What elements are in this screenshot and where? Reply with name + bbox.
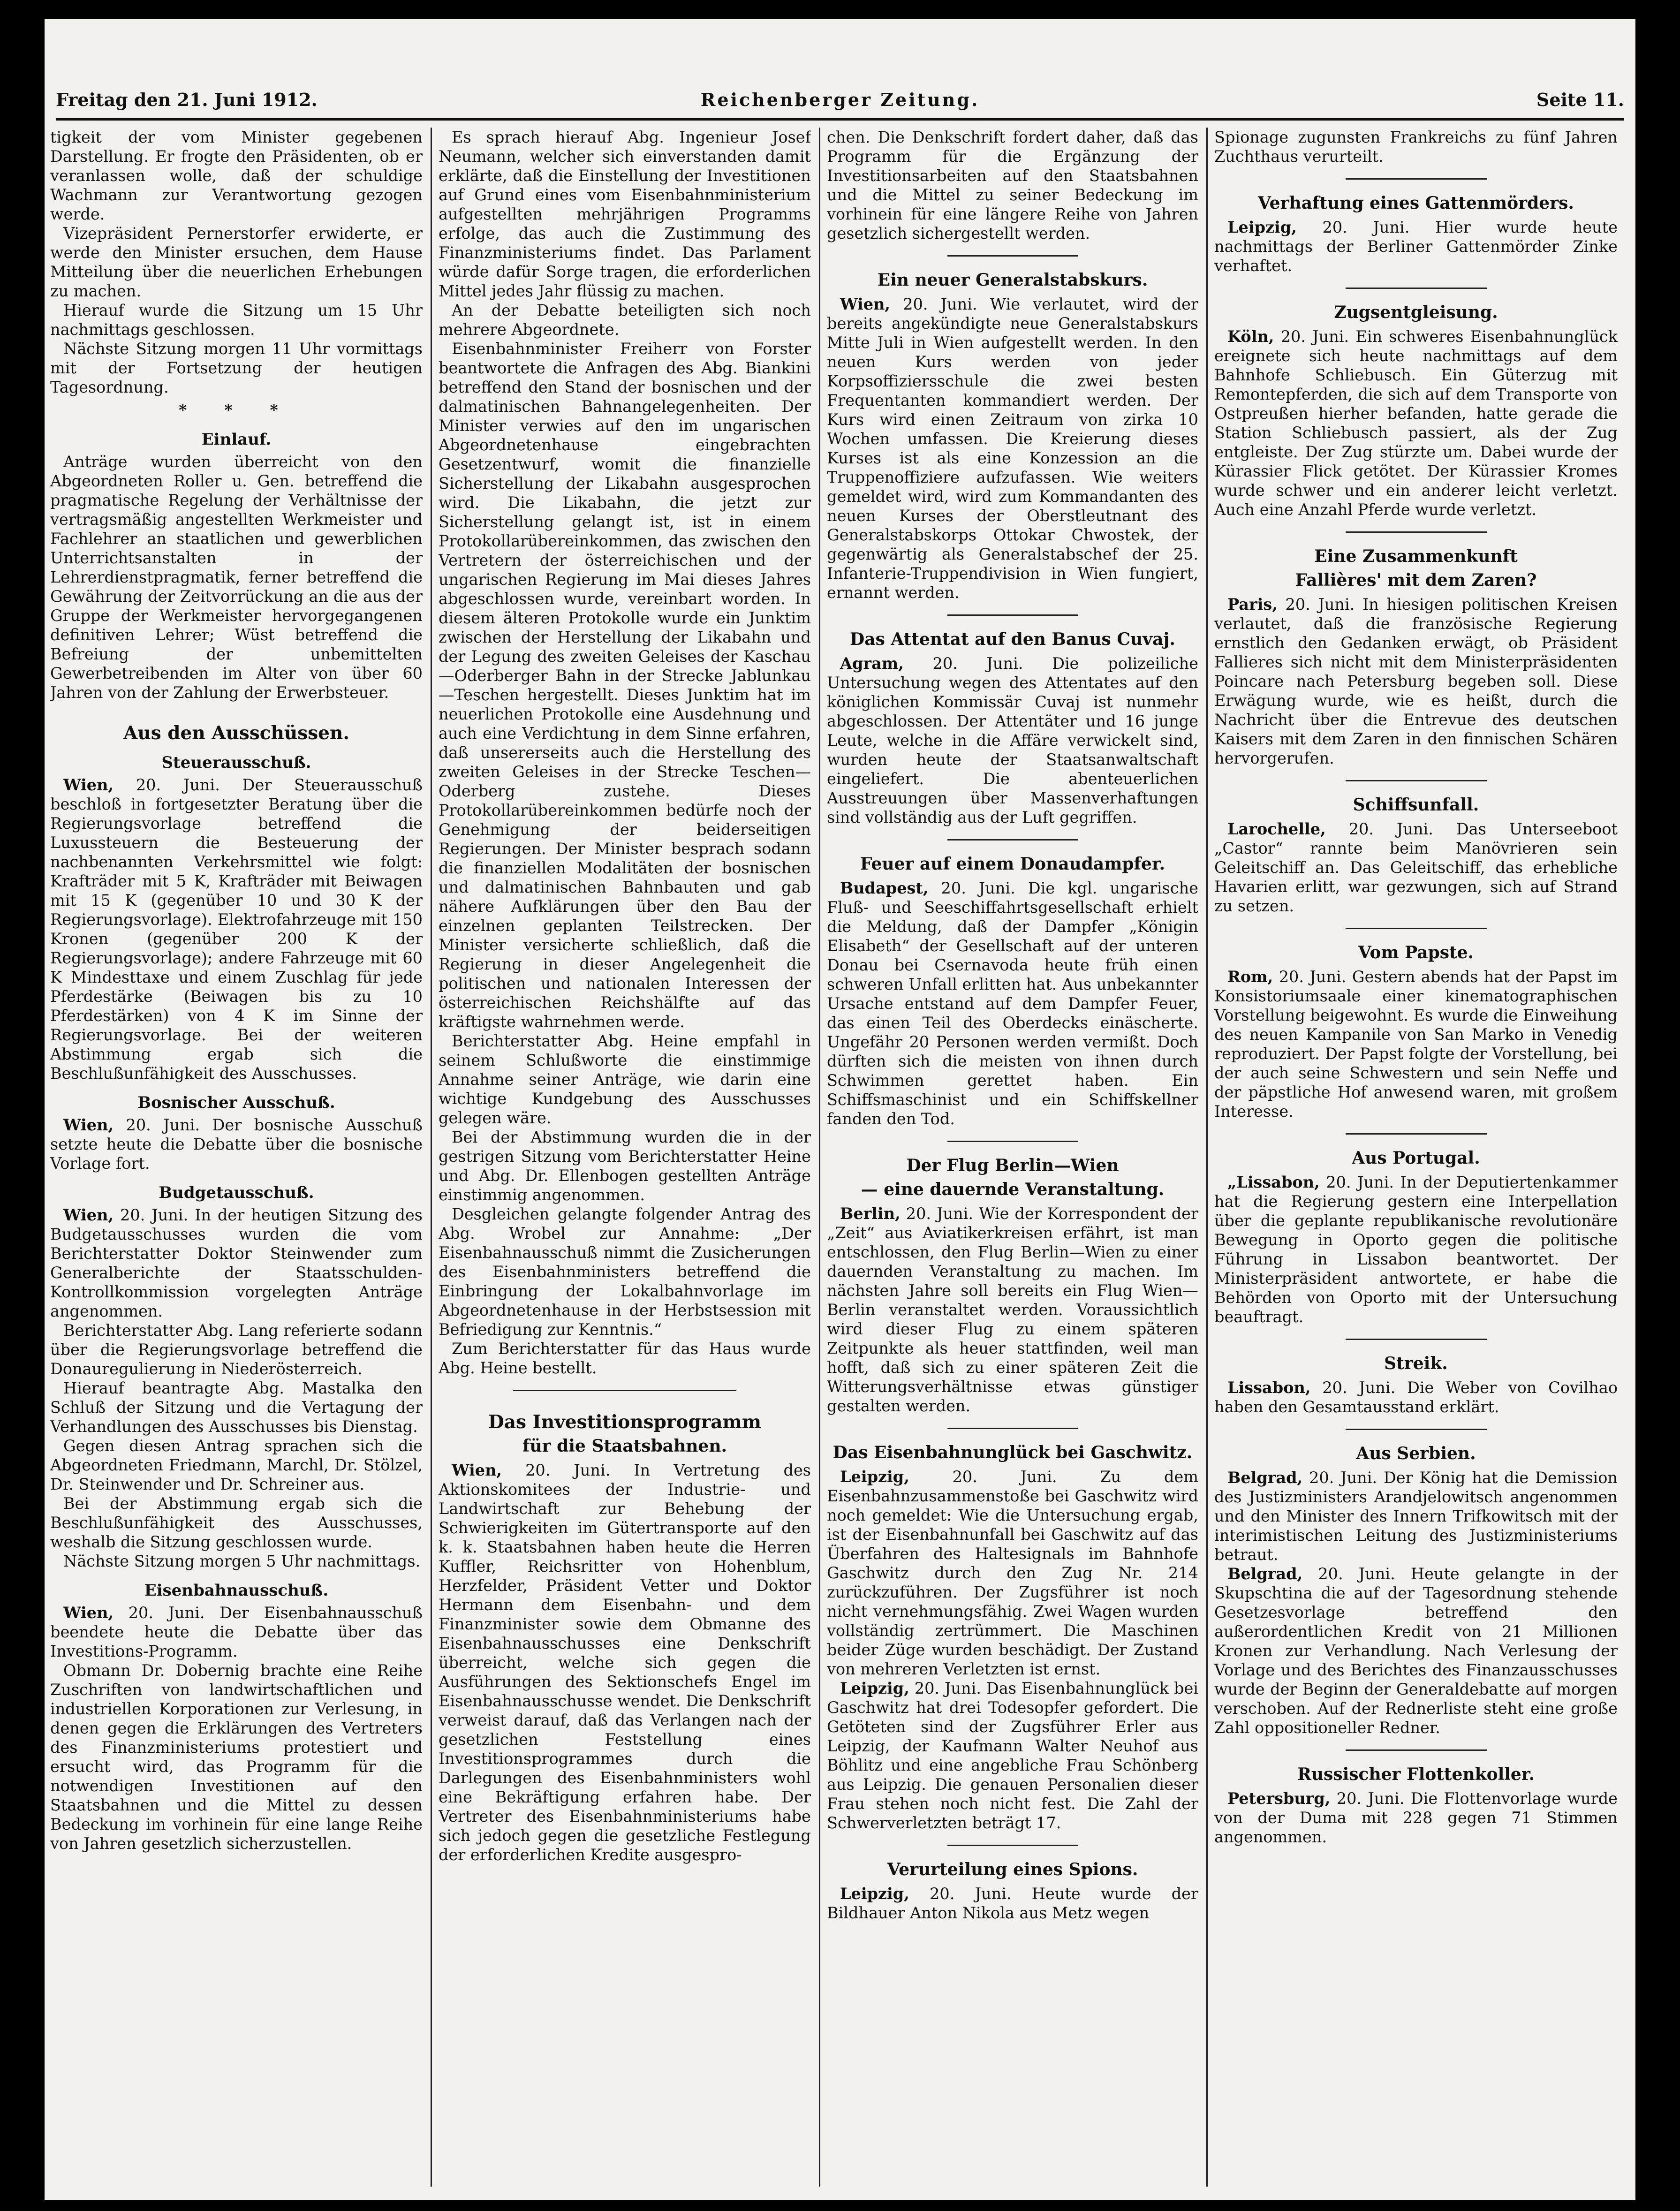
section-rule <box>1346 178 1487 180</box>
paragraph-text: 20. Juni. Wie der Korrespondent der „Zeit“ aus Aviatikerkreisen erfährt, ist man entschlossen, den Flug Berlin—Wien zu einer dauernden Veranstaltung zu machen. Im nächsten Jahre soll bereits ein Flug Wien—Berlin veranstaltet werden. Voraussichtlich wird dieser Flug zu einem späteren Zeitpunkte als heuer stattfinden, weil man hofft, daß sich zu einer späteren Zeit die Witterungsverhältnisse etwas günstiger gestalten werden. <box>827 1204 1198 1415</box>
section-rule <box>1346 1429 1487 1430</box>
paragraph-text: 20. Juni. Das Eisenbahnunglück bei Gaschwitz hat drei Todesopfer gefordert. Die Getöteten sind der Zugsführer Erler aus Leipzig, der Kaufmann Walter Neuhof aus Böhlitz und eine angebliche Frau Schönberg aus Leipzig. Die genauen Personalien dieser Frau stehen noch nicht fest. Die Zahl der Schwerverletzten beträgt 17. <box>827 1679 1198 1832</box>
dateline: Petersburg, <box>1227 1789 1331 1808</box>
section-rule <box>1346 780 1487 781</box>
dateline: Wien, <box>452 1461 502 1479</box>
paragraph: tigkeit der vom Minister gegebenen Darstellung. Er frogte den Präsidenten, ob er veranlassen wolle, daß der schuldige Wachmann zur Verantwortung gezogen werde. <box>50 128 423 223</box>
masthead <box>56 89 1624 114</box>
dateline: Leipzig, <box>1227 218 1297 236</box>
dateline: Belgrad, <box>1227 1469 1303 1487</box>
dateline: Wien, <box>63 776 114 794</box>
paragraph: Es sprach hierauf Abg. Ingenieur Josef Neumann, welcher sich einverstanden damit erklärte, daß die Einstellung der Investitionen auf Grund eines vom Eisenbahnministerium aufgestellten mehrjährigen Programms erfolge, das auch die Zustimmung des Finanzministeriums findet. Das Parlament würde dafür Sorge tragen, die erforderlichen Mittel jedes Jahr flüssig zu machen. <box>439 128 811 300</box>
subheading: Einlauf. <box>201 430 272 449</box>
article-headline: Russischer Flottenkoller. <box>1297 1764 1535 1784</box>
subheading: Steuerausschuß. <box>161 753 311 772</box>
paragraph-text: 20. Juni. Die Weber von Covilhao haben den Gesamtausstand erklärt. <box>1214 1378 1618 1416</box>
section-rule <box>1346 288 1487 289</box>
paragraph <box>50 1205 423 1321</box>
column-3 <box>827 128 1198 2187</box>
article-headline: Verhaftung eines Gattenmörders. <box>1258 193 1574 213</box>
paragraph: Gegen diesen Antrag sprachen sich die Abgeordneten Friedmann, Marchl, Dr. Stölzel, Dr. Steinwender und Dr. Schreiner aus. <box>50 1437 423 1493</box>
dateline: Wien, <box>63 1116 114 1134</box>
paragraph <box>50 775 423 1083</box>
dateline: Agram, <box>840 654 904 673</box>
column-divider <box>1206 128 1208 2187</box>
paragraph <box>1214 967 1618 1121</box>
article-headline: Aus Portugal. <box>1352 1148 1480 1168</box>
article-headline: Das Investitionsprogramm <box>488 1411 762 1433</box>
column-1 <box>50 128 423 2187</box>
dateline: Köln, <box>1227 327 1274 346</box>
paragraph: Vizepräsident Pernerstorfer erwiderte, er werde den Minister ersuchen, dem Hause Mitteilung über die neuerlichen Erhebungen zu machen. <box>50 224 423 300</box>
paragraph <box>827 878 1198 1128</box>
article-headline: — eine dauernde Veranstaltung. <box>861 1180 1165 1199</box>
dateline: „Lissabon, <box>1227 1173 1320 1191</box>
separator-asterisks: * * * <box>179 401 294 419</box>
article-headline: Zugsentgleisung. <box>1334 303 1498 322</box>
paragraph <box>50 1603 423 1661</box>
column-4 <box>1214 128 1618 2187</box>
issue-date: Freitag den 21. Juni 1912. <box>56 89 318 110</box>
section-rule <box>947 255 1077 257</box>
paragraph: Berichterstatter Abg. Lang referierte sodann über die Regierungsvorlage betreffend die Donauregulierung in Niederösterreich. <box>50 1321 423 1378</box>
paragraph-text: 20. Juni. In der Deputiertenkammer hat die Regierung gestern eine Interpellation über die geplante republikanische revolutionäre Bewegung in Oporto gegen die politische Führung in Lissabon beantwortet. Der Ministerpräsident antwortete, er habe die Behörden von Oporto mit der Untersuchung beauftragt. <box>1214 1173 1618 1326</box>
paragraph <box>1214 595 1618 768</box>
column-divider <box>431 128 432 2187</box>
dateline: Rom, <box>1227 968 1273 986</box>
section-rule <box>947 1428 1077 1429</box>
dateline: Lissabon, <box>1227 1378 1311 1397</box>
paragraph: Nächste Sitzung morgen 11 Uhr vormittags mit der Fortsetzung der heutigen Tagesordnung. <box>50 340 423 396</box>
section-rule <box>1346 1749 1487 1751</box>
dateline: Leipzig, <box>840 1679 909 1697</box>
paragraph: Eisenbahnminister Freiherr von Forster beantwortete die Anfragen des Abg. Biankini betreffend den Stand der bosnischen und der dalmatinischen Bahnangelegenheiten. Der Minister verwies auf den im ungarischen Abgeordnetenhause eingebrachten Gesetzentwurf, womit die finanzielle Sicherstellung der Likabahn ausgesprochen wird. Die Likabahn, die jetzt zur Sicherstellung gelangt ist, ist in einem Protokollarübereinkommen, das zwischen den Vertretern der österreichischen und der ungarischen Regierung im Mai dieses Jahres abgeschlossen wurde, vereinbart worden. In diesem älteren Protokolle wurde ein Junktim zwischen der Herstellung der Likabahn und der Legung des zweiten Geleises der Kaschau—Oderberger Bahn in der Strecke Jablunkau—Teschen hergestellt. Dieses Junktim hat im neuerlichen Protokolle eine Ausdehnung und auch eine Verdichtung in dem Sinne erfahren, daß unsererseits auch die Herstellung des zweiten Geleises in der Strecke Teschen—Oderberg zustehe. Dieses Protokollarübereinkommen bedürfe noch der Genehmigung der beiderseitigen Regierungen. Der Minister besprach sodann die finanziellen Modalitäten der bosnischen und dalmatinischen Bahnbauten und gab nähere Aufklärungen über den Bau der einzelnen geplanten Teilstrecken. Der Minister versicherte schließlich, daß die Regierung in dieser Angelegenheit die politischen und nationalen Interessen der österreichischen Reichshälfte auf das kräftigste wahrnehmen werde. <box>439 340 811 1031</box>
section-rule <box>1346 1339 1487 1340</box>
section-rule <box>513 1390 736 1391</box>
paragraph-text: 20. Juni. Die kgl. ungarische Fluß- und Seeschiffahrtsgesellschaft erhielt die Meldung, daß der Dampfer „Königin Elisabeth“ der Gesellschaft auf der unteren Donau bei Csernavoda heute früh einen schweren Unfall erlitten hat. Aus unbekannter Ursache entstand auf dem Dampfer Feuer, das einen Teil des Oberdecks einäscherte. Ungefähr 20 Personen werden vermißt. Doch dürften sich die meisten von ihnen durch Schwimmen gerettet haben. Ein Schiffsmaschinist und ein Schiffskellner fanden den Tod. <box>827 879 1198 1128</box>
paragraph: Obmann Dr. Dobernig brachte eine Reihe Zuschriften von landwirtschaftlichen und industriellen Korporationen zur Verlesung, in denen gegen die Erklärungen des Vertreters des Finanzministeriums protestiert und ersucht wird, das Programm für die notwendigen Investitionen auf den Staatsbahnen und die Mittel zu dessen Bedeckung im vorhinein für eine lange Reihe von Jahren gesetzlich sicherzustellen. <box>50 1661 423 1853</box>
dateline: Budapest, <box>840 879 929 897</box>
page-number: Seite 11. <box>1536 89 1624 110</box>
paragraph-text: 20. Juni. In hiesigen politischen Kreisen verlautet, daß die französische Regierung ernstlich den Gedanken erwägt, ob Präsident Fallieres sich nicht mit dem Ministerpräsidenten Poincare nach Petersburg begeben soll. Diese Erwägung wurde, wie es heißt, durch die Nachricht über die Entrevue des deutschen Kaisers mit dem Zaren in den finnischen Schären hervorgerufen. <box>1214 595 1618 767</box>
subheading: Bosnischer Ausschuß. <box>137 1093 335 1112</box>
paragraph <box>1214 1468 1618 1564</box>
article-headline: Verurteilung eines Spions. <box>887 1860 1138 1879</box>
subheading: Eisenbahnausschuß. <box>144 1581 329 1600</box>
paragraph <box>827 295 1198 602</box>
paragraph: Anträge wurden überreicht von den Abgeordneten Roller u. Gen. betreffend die pragmatische Regelung der Verhältnisse der vertragsmäßig angestellten Werkmeister und Fachlehrer an staatlichen und gewerblichen Unterrichtsanstalten in der Lehrerdienstpragmatik, ferner betreffend die Gewährung der Zeitvorrückung an die aus der Gruppe der Werkmeister hervorgegangenen definitiven Lehrer; Wüst betreffend die Befreiung der unbemittelten Gewerbetreibenden im Alter von über 60 Jahren von der Zahlung der Erwerbsteuer. <box>50 453 423 702</box>
column-2 <box>439 128 811 2187</box>
paragraph-text: 20. Juni. Heute wurde der Bildhauer Anton Nikola aus Metz wegen <box>827 1885 1198 1922</box>
article-headline: Eine Zusammenkunft <box>1314 546 1518 566</box>
section-rule <box>947 1845 1077 1846</box>
paragraph <box>827 1884 1198 1923</box>
paragraph-text: 20. Juni. Gestern abends hat der Papst im Konsistoriumsaale einer kinematographischen Vorstellung beigewohnt. Es wurde die Einweihung des neuen Kampanile von San Marko in Venedig reproduziert. Der Papst folgte der Vorstellung, bei der auch seine Schwestern und sein Neffe und der päpstliche Hof anwesend waren, mit großem Interesse. <box>1214 968 1618 1121</box>
section-rule <box>1346 1133 1487 1135</box>
article-headline: Vom Papste. <box>1358 943 1474 962</box>
article-headline: Ein neuer Generalstabskurs. <box>877 270 1148 290</box>
paragraph <box>827 1204 1198 1416</box>
paragraph-text: 20. Juni. Der König hat die Demission des Justizministers Arandjelowitsch angenommen und den Minister des Innern Trifkowitsch mit der interimistischen Leitung des Justizministeriums betraut. <box>1214 1469 1618 1564</box>
section-rule <box>1346 928 1487 929</box>
paragraph <box>827 654 1198 827</box>
paragraph: chen. Die Denkschrift fordert daher, daß das Programm für die Ergänzung der Investitionsarbeiten auf den Staatsbahnen und die Mittel zu seiner Bedeckung im vorhinein für eine längere Reihe von Jahren gesetzlich sichergestellt werden. <box>827 128 1198 242</box>
section-rule <box>947 839 1077 840</box>
paragraph: Hierauf beantragte Abg. Mastalka den Schluß der Sitzung und die Vertagung der Verhandlungen des Ausschusses bis Dienstag. <box>50 1379 423 1436</box>
dateline: Larochelle, <box>1227 820 1326 838</box>
newspaper-page <box>45 19 1635 2200</box>
paragraph-text: 20. Juni. Der bosnische Ausschuß setzte heute die Debatte über die bosnische Vorlage fort. <box>50 1116 423 1173</box>
paragraph <box>50 1115 423 1173</box>
paragraph: Zum Berichterstatter für das Haus wurde Abg. Heine bestellt. <box>439 1340 811 1377</box>
paragraph <box>827 1679 1198 1832</box>
paragraph-text: 20. Juni. Der Steuerausschuß beschloß in fortgesetzter Beratung über die Regierungsvorlage betreffend die Luxussteuern die Besteuerung der nachbenannten Verkehrsmittel wie folgt: Krafträder mit 5 K, Krafträder mit Beiwagen mit 15 K (gegenüber 10 und 30 K der Regierungsvorlage). Elektrofahrzeuge mit 150 Kronen (gegenüber 200 K der Regierungsvorlage); andere Fahrzeuge mit 60 K Mindesttaxe und einem Zuschlag für jede Pferdestärke (Beiwagen bis zu 10 Pferdestärken) von 4 K im Sinne der Regierungsvorlage. Bei der weiteren Abstimmung ergab sich die Beschlußunfähigkeit des Ausschusses. <box>50 776 423 1083</box>
dateline: Wien, <box>63 1604 114 1622</box>
paragraph <box>1214 1378 1618 1416</box>
section-rule <box>947 614 1077 616</box>
paragraph <box>1214 1173 1618 1326</box>
paragraph <box>1214 1789 1618 1847</box>
dateline: Wien, <box>840 295 891 313</box>
article-headline: Aus den Ausschüssen. <box>123 722 349 744</box>
section-rule <box>947 1141 1077 1142</box>
dateline: Paris, <box>1227 595 1278 613</box>
article-headline: für die Staatsbahnen. <box>522 1436 727 1456</box>
paragraph-text: 20. Juni. In der heutigen Sitzung des Budgetausschusses wurden die vom Berichterstatter Doktor Steinwender zum Generalberichte der Staatsschulden-Kontrollkommission vorgelegten Anträge angenommen. <box>50 1206 423 1320</box>
paragraph-text: 20. Juni. Zu dem Eisenbahnzusammenstoße bei Gaschwitz wird noch gemeldet: Wie die Untersuchung ergab, ist der Eisenbahnunfall bei Gaschwitz auf das Überfahren des Haltesignals im Bahnhofe Gaschwitz durch den Zug Nr. 214 zurückzuführen. Der Zugsführer ist noch nicht vernehmungsfähig. Zwei Wagen wurden vollständig zertrümmert. Die Maschinen beider Züge wurden beschädigt. Der Zustand von mehreren Verletzten ist ernst. <box>827 1468 1198 1678</box>
dateline: Wien, <box>63 1206 114 1224</box>
paragraph: Berichterstatter Abg. Heine empfahl in seinem Schlußworte die einstimmige Annahme seiner Anträge, wie darin eine wichtige Kundgebung des Ausschusses gelegen wäre. <box>439 1032 811 1127</box>
article-headline: Das Attentat auf den Banus Cuvaj. <box>850 629 1175 649</box>
masthead-rule <box>56 118 1624 121</box>
dateline: Berlin, <box>840 1204 901 1223</box>
article-headline: Schiffsunfall. <box>1353 795 1479 815</box>
paragraph <box>1214 327 1618 519</box>
article-headline: Feuer auf einem Donaudampfer. <box>860 854 1165 874</box>
paragraph: Desgleichen gelangte folgender Antrag des Abg. Wrobel zur Annahme: „Der Eisenbahnausschuß nimmt die Zusicherungen des Eisenbahnministers betreffend die Einbringung der Lokalbahnvorlage im Abgeordnetenhause in der Herbstsession mit Befriedigung zur Kenntnis.“ <box>439 1205 811 1339</box>
paragraph-text: 20. Juni. Die Flottenvorlage wurde von der Duma mit 228 gegen 71 Stimmen angenommen. <box>1214 1789 1618 1846</box>
paragraph <box>1214 218 1618 275</box>
article-headline: Streik. <box>1384 1354 1448 1373</box>
paragraph: Hierauf wurde die Sitzung um 15 Uhr nachmittags geschlossen. <box>50 301 423 339</box>
paragraph <box>827 1467 1198 1679</box>
paragraph-text: 20. Juni. Die polizeiliche Untersuchung wegen des Attentates auf den königlichen Kommissär Cuvaj ist nunmehr abgeschlossen. Der Attentäter und 16 junge Leute, welche in die Affäre verwickelt sind, wurden heute der Staatsanwaltschaft eingeliefert. Die abenteuerlichen Ausstreuungen über Massenverhaftungen sind vollständig aus der Luft gegriffen. <box>827 654 1198 826</box>
article-headline: Aus Serbien. <box>1356 1444 1476 1463</box>
paragraph-text: 20. Juni. Hier wurde heute nachmittags der Berliner Gattenmörder Zinke verhaftet. <box>1214 218 1618 275</box>
paragraph: Nächste Sitzung morgen 5 Uhr nachmittags. <box>63 1552 421 1570</box>
paragraph <box>439 1461 811 1864</box>
paragraph-text: 20. Juni. Das Unterseeboot „Castor“ rannte beim Manövrieren sein Geleitschiff an. Das Geleitschiff, das erhebliche Havarien erlitt, war gezwungen, sich auf Strand zu setzen. <box>1214 820 1618 915</box>
dateline: Leipzig, <box>840 1885 909 1903</box>
article-headline: Das Eisenbahnunglück bei Gaschwitz. <box>832 1443 1193 1462</box>
dateline: Belgrad, <box>1227 1565 1303 1583</box>
newspaper-title: Reichenberger Zeitung. <box>700 89 980 110</box>
paragraph: Bei der Abstimmung ergab sich die Beschlußunfähigkeit des Ausschusses, weshalb die Sitzung geschlossen wurde. <box>50 1494 423 1551</box>
dateline: Leipzig, <box>840 1468 909 1486</box>
subheading: Budgetausschuß. <box>159 1183 314 1202</box>
paragraph <box>1214 819 1618 916</box>
column-divider <box>819 128 820 2187</box>
paragraph: Spionage zugunsten Frankreichs zu fünf Jahren Zuchthaus verurteilt. <box>1214 128 1618 166</box>
article-headline: Der Flug Berlin—Wien <box>906 1156 1119 1175</box>
paragraph-text: 20. Juni. In Vertretung des Aktionskomitees der Industrie- und Landwirtschaft zur Behebung der Schwierigkeiten im Gütertransporte auf den k. k. Staatsbahnen haben heute die Herren Kuffler, Reichsritter von Hohenblum, Herzfelder, Präsident Vetter und Doktor Hermann dem Eisenbahn- und dem Finanzminister sowie dem Obmanne des Eisenbahnausschusses eine Denkschrift überreicht, welche sich gegen die Ausführungen des Sektionschefs Engel im Eisenbahnausschusse wendet. Die Denkschrift verweist darauf, daß das Verlangen nach der gesetzlichen Feststellung eines Investitionsprogrammes durch die Darlegungen des Eisenbahnministers wohl eine Bekräftigung erfahren habe. Der Vertreter des Eisenbahnministeriums habe sich jedoch gegen die gesetzliche Festlegung der erforderlichen Kredite ausgespro- <box>439 1461 811 1864</box>
paragraph-text: 20. Juni. Der Eisenbahnausschuß beendete heute die Debatte über das Investitions-Programm. <box>50 1604 423 1660</box>
paragraph-text: 20. Juni. Wie verlautet, wird der bereits angekündigte neue Generalstabskurs Mitte Juli in Wien aufgestellt werden. In den neuen Kurs werden von jeder Korpsoffiziersschule die zwei besten Frequentanten kommandiert werden. Der Kurs wird einen Zeitraum von zirka 10 Wochen umfassen. Die Kreierung dieses Kurses ist als eine Konzession an die Truppenoffiziere aufzufassen. Wie weiters gemeldet wird, wird zum Kommandanten des neuen Kurses der Oberstleutnant des Generalstabskorps Ottokar Chwostek, der gegenwärtig als Generalstabschef der 25. Infanterie-Truppendivision in Wien fungiert, ernannt werden. <box>827 295 1198 602</box>
paragraph-text: 20. Juni. Heute gelangte in der Skupschtina die auf der Tagesordnung stehende Gesetzesvorlage betreffend den außerordentlichen Kredit von 21 Millionen Kronen zur Verhandlung. Nach Verlesung der Vorlage und des Berichtes des Finanzausschusses wurde der Beginn der Generaldebatte auf morgen verschoben. Auf der Rednerliste steht eine große Zahl oppositioneller Redner. <box>1214 1565 1618 1737</box>
article-headline: Fallières' mit dem Zaren? <box>1295 570 1537 590</box>
paragraph: An der Debatte beteiligten sich noch mehrere Abgeordnete. <box>439 301 811 339</box>
paragraph: Bei der Abstimmung wurden die in der gestrigen Sitzung vom Berichterstatter Heine und Abg. Dr. Ellenbogen gestellten Anträge einstimmig angenommen. <box>439 1128 811 1204</box>
paragraph-text: 20. Juni. Ein schweres Eisenbahnunglück ereignete sich heute nachmittags auf dem Bahnhofe Schliebusch. Ein Güterzug mit Remontepferden, die sich auf dem Transporte von Ostpreußen hierher befanden, hatte gerade die Station Schliebusch passiert, als der Zug entgleiste. Der Zug stürzte um. Dabei wurde der Kürassier Flick getötet. Der Kürassier Kromes wurde schwer und ein anderer leicht verletzt. Auch eine Anzahl Pferde wurde verletzt. <box>1214 327 1618 519</box>
paragraph <box>1214 1564 1618 1737</box>
section-rule <box>1346 531 1487 533</box>
